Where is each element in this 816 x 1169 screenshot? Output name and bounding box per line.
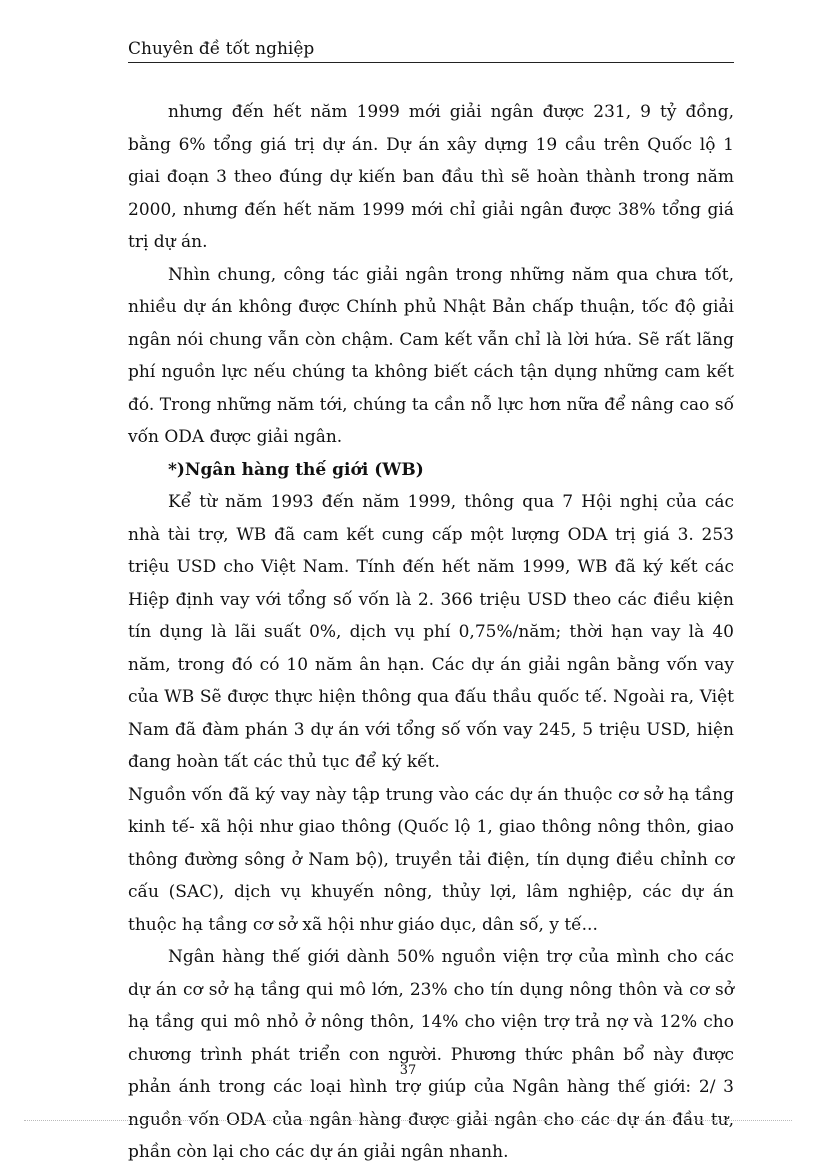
paragraph-wb-commitments: Kể từ năm 1993 đến năm 1999, thông qua 7 Hội nghị của các nhà tài trợ, WB đã cam kết cung cấp một lượng ODA trị giá 3. 253 triệu USD cho Việt Nam. Tính đến hết năm 1999, WB đã ký kết các Hiệp định vay với tổng số vốn là 2. 366 triệu USD theo các điều kiện tín dụng là lãi suất 0%, dịch vụ phí 0,75%/năm; thời hạn vay là 40 năm, trong đó có 10 năm ân hạn. Các dự án giải ngân bằng vốn vay của WB Sẽ được thực hiện thông qua đấu thầu quốc tế. Ngoài ra, Việt Nam đã đàm phán 3 dự án với tổng số vốn vay 245, 5 triệu USD, hiện đang hoàn tất các thủ tục để ký kết.: [128, 492, 734, 772]
paragraph-wb-allocation: Ngân hàng thế giới dành 50% nguồn viện trợ của mình cho các dự án cơ sở hạ tầng qui mô lớn, 23% cho tín dụng nông thôn và cơ sở hạ tầng qui mô nhỏ ở nông thôn, 14% cho viện trợ trả nợ và 12% cho chương trình phát triển con người. Phương thức phân bổ này được phản ánh trong các loại hình trợ giúp của Ngân hàng thế giới: 2/ 3 nguồn vốn ODA của ngân hàng được giải ngân cho các dự án đầu tư, phần còn lại cho các dự án giải ngân nhanh.: [128, 947, 734, 1162]
page-header: [128, 38, 734, 63]
paragraph-overall-assessment: Nhìn chung, công tác giải ngân trong những năm qua chưa tốt, nhiều dự án không được Chính phủ Nhật Bản chấp thuận, tốc độ giải ngân nói chung vẫn còn chậm. Cam kết vẫn chỉ là lời hứa. Sẽ rất lãng phí nguồn lực nếu chúng ta không biết cách tận dụng những cam kết đó. Trong những năm tới, chúng ta cần nỗ lực hơn nữa để nâng cao số vốn ODA được giải ngân.: [128, 264, 734, 447]
paragraph-disbursement-progress: nhưng đến hết năm 1999 mới giải ngân được 231, 9 tỷ đồng, bằng 6% tổng giá trị dự án. Dự án xây dựng 19 cầu trên Quốc lộ 1 giai đoạn 3 theo đúng dự kiến ban đầu thì sẽ hoàn thành trong năm 2000, nhưng đến hết năm 1999 mới chỉ giải ngân được 38% tổng giá trị dự án.: [128, 102, 734, 252]
header-title: Chuyên đề tốt nghiệp: [128, 39, 315, 59]
document-body: [128, 96, 734, 1169]
page-number: 37: [399, 1063, 417, 1078]
paragraph-wb-loan-focus: Nguồn vốn đã ký vay này tập trung vào các dự án thuộc cơ sở hạ tầng kinh tế- xã hội như giao thông (Quốc lộ 1, giao thông nông thôn, giao thông đường sông ở Nam bộ), truyền tải điện, tín dụng điều chỉnh cơ cấu (SAC), dịch vụ khuyến nông, thủy lợi, lâm nghiệp, các dự án thuộc hạ tầng cơ sở xã hội như giáo dục, dân số, y tế...: [128, 784, 734, 935]
page-bottom-edge: [24, 1120, 792, 1121]
section-heading-world-bank: *)Ngân hàng thế giới (WB): [168, 459, 424, 480]
